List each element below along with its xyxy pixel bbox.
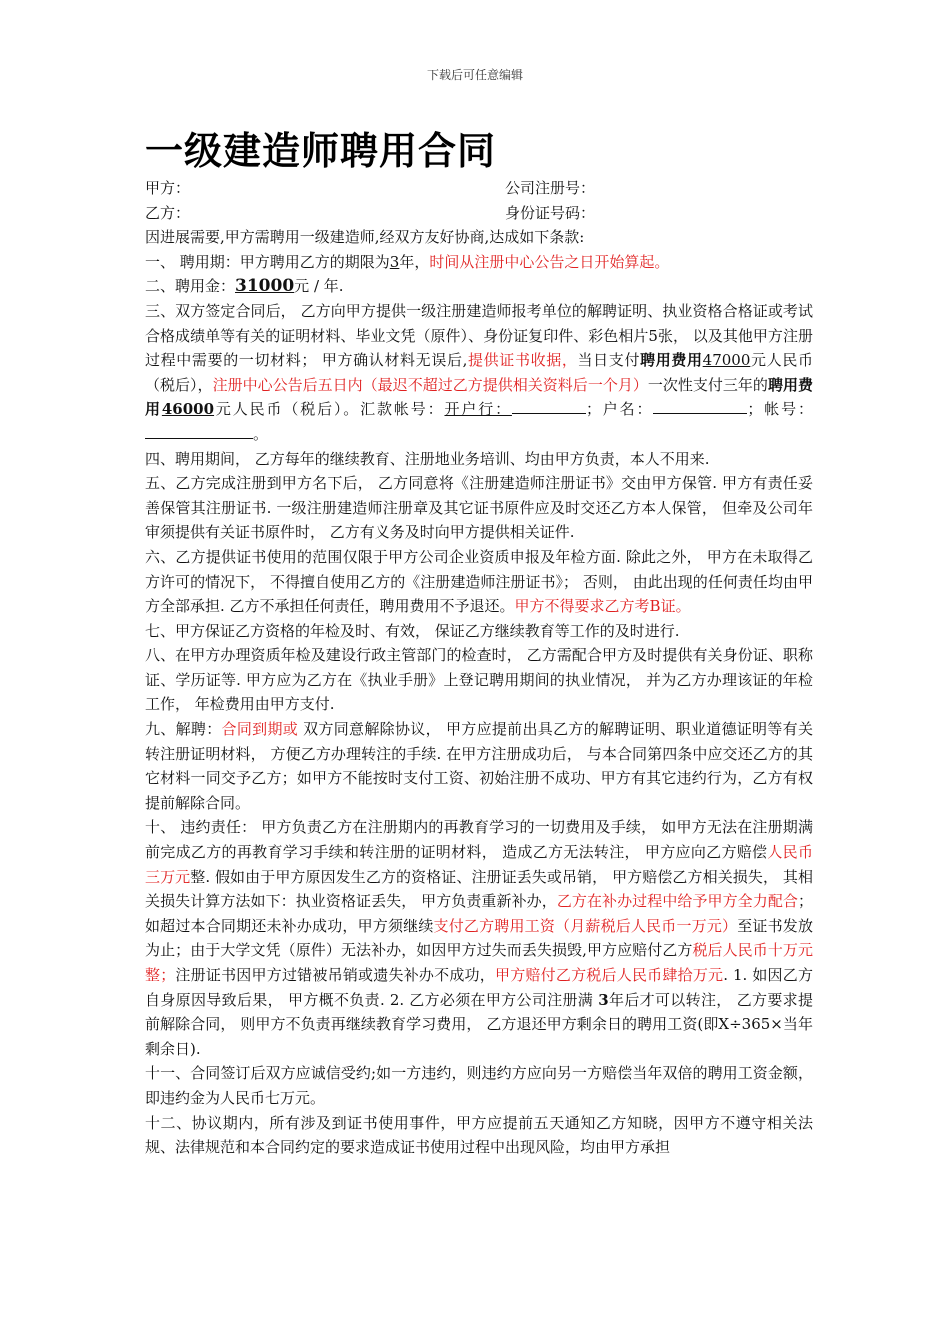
clause-11: 十一、合同签订后双方应诚信受约;如一方违约，则违约方应向另一方赔偿当年双倍的聘用工资金额，即违约金为人民币七万元。 [145,1064,813,1107]
id-number-label: 身份证号码： [505,203,596,222]
clause-9-red: 合同到期或 [221,720,299,739]
clause-7: 七、甲方保证乙方资格的年检及时、有效， 保证乙方继续教育等工作的及时进行. [145,621,680,640]
annual-fee-amount: 31000 [235,276,295,297]
transfer-years: 3 [598,990,609,1009]
account-name-label: ；户名： [585,400,654,419]
contract-body [145,176,813,1160]
account-no-blank [145,424,253,439]
clause-1 [145,250,813,275]
fee-amount-2: 46000 [161,400,215,419]
clause-3 [145,299,813,447]
contract-title: 一级建造师聘用合同 [145,129,497,173]
account-name-blank [653,399,747,414]
clause-3-end: 。 [253,424,269,443]
party-b-row [145,201,813,226]
clause-1-mid: 年， [399,252,430,271]
clause-9-text: 双方同意解除协议， 甲方应提前出具乙方的解聘证明、职业道德证明等有关转注册证明材料， 方便乙方办理转注的手续. 在甲方注册成功后， 与本合同第四条中应交还乙方的其它材料一同交予乙方；如甲方不能按时支付工资、初始注册不成功、甲方有其它违约行为，乙方有权提前解除合同。 [145,720,813,812]
fee-label-2: 聘用费用 [145,375,813,419]
account-no-label: ；帐号： [747,400,813,419]
clause-12: 十二、协议期内，所有涉及到证书使用事件，甲方应提前五天通知乙方知晓，因甲方不遵守相关法规、法律规范和本合同约定的要求造成证书使用过程中出现风险，均由甲方承担 [145,1113,813,1157]
clause-10-red-1: 人民币三万元 [145,843,813,886]
clause-2-suffix: 元 / 年. [294,277,344,296]
clause-2 [145,274,813,299]
clause-1-prefix: 一、 聘用期：甲方聘用乙方的期限为 [145,252,390,271]
clause-8: 八、在甲方办理资质年检及建设行政主管部门的检查时， 乙方需配合甲方及时提供有关身份证、职称证、学历证等. 甲方应为乙方在《执业手册》上登记聘用期间的执业情况， 并为乙方办理该证的年检工作， 年检费用由甲方支付. [145,646,813,714]
party-a-row [145,176,813,201]
clause-10-text-6: . 1. 如因乙方自身原因导致后果， 甲方概不负责. 2. 乙方必须在甲方公司注册满 [145,966,813,1009]
clause-4: 四、聘用期间， 乙方每年的继续教育、注册地业务培训、均由甲方负责，本人不用来. [145,449,710,468]
intro-paragraph: 因进展需要,甲方需聘用一级建造师,经双方友好协商,达成如下条款: [145,228,585,247]
clause-6-red: 甲方不得要求乙方考B证。 [514,597,691,616]
party-a-label: 甲方： [145,179,191,197]
clause-6-text: 六、乙方提供证书使用的范围仅限于甲方公司企业资质申报及年检方面. 除此之外， 甲方在未取得乙方许可的情况下， 不得擅自使用乙方的《注册建造师注册证书》； 否则， 由此出现的任何责任均由甲方全部承担. 乙方不承担任何责任，聘用费用不予退还。 [145,547,813,616]
clause-10-text-4: 至证书发放为止；由于大学文凭（原件）无法补办，如因甲方过失而丢失损毁,甲方应赔付乙方 [145,916,813,960]
clause-10-text-2: 整. 假如由于甲方原因发生乙方的资格证、注册证丢失或吊销， 甲方赔偿乙方相关损失， 其相关损失计算方法如下：执业资格证丢失， 甲方负责重新补办， [145,867,813,911]
clause-10 [145,815,813,1061]
clause-5: 五、乙方完成注册到甲方名下后， 乙方同意将《注册建造师注册证书》交由甲方保管. 甲方有责任妥善保管其注册证书. 一级注册建造师注册章及其它证书原件应及时交还乙方本人保管， 但牵及公司年审须提供有关证书原件时， 乙方有义务及时向甲方提供相关证件. [145,474,813,542]
clause-10-text-3: ；如超过本合同期还未补办成功，甲方须继续 [145,892,813,935]
download-edit-note: 下载后可任意编辑 [426,68,523,82]
clause-3-text-3: 元人民币（税后）， [145,351,813,394]
clause-10-red-5: 甲方赔付乙方税后人民币肆拾万元 [495,966,724,984]
term-years: 3 [389,252,400,271]
clause-2-prefix: 二、聘用金： [145,277,236,296]
clause-1-red-note: 时间从注册中心公告之日开始算起。 [429,252,670,271]
clause-3-red-2: 注册中心公告后五日内（最迟不超过乙方提供相关资料后一个月） [212,375,648,394]
fee-amount-1: 47000 [702,351,751,370]
clause-10-red-3: 支付乙方聘用工资（月薪税后人民币一万元） [433,916,738,935]
bank-label: 开户行： [444,400,512,419]
clause-10-red-2: 乙方在补办过程中给予甲方全力配合 [556,892,798,911]
clause-10-text-1: 十、 违约责任： 甲方负责乙方在注册期内的再教育学习的一切费用及手续， 如甲方无法在注册期满前完成乙方的再教育学习手续和转注册的证明材料， 造成乙方无法转注， 甲方应向乙方赔偿 [145,818,813,862]
clause-3-text-2: 当日支付 [577,351,641,370]
bank-blank [512,399,586,414]
clause-10-text-5: 注册证书因甲方过错被吊销或遗失补办不成功， [175,966,495,984]
clause-3-text-1: 三、双方签定合同后， 乙方向甲方提供一级注册建造师报考单位的解聘证明、执业资格合格证或考试合格成绩单等有关的证明材料、毕业文凭（原件）、身份证复印件、彩色相片5张， 以及其他甲方注册过程中需要的一切材料； 甲方确认材料无误后, [145,301,813,370]
party-b-label: 乙方： [145,203,191,222]
clause-3-text-5: 元人民币（税后）。汇款帐号： [214,400,445,419]
clause-10-text-7: 年后才可以转注， 乙方要求提前解除合同， 则甲方不负责再继续教育学习费用， 乙方退还甲方剩余日的聘用工资(即X÷365×当年剩余日). [145,990,813,1058]
clause-3-red-1: 提供证书收据， [467,351,578,370]
clause-6 [145,545,813,619]
fee-label-1: 聘用费用 [640,351,703,370]
clause-3-text-4: 一次性支付三年的 [647,375,768,394]
clause-9-prefix: 九、解聘： [145,720,222,739]
clause-10-red-4: 税后人民币十万元整； [145,941,813,984]
company-reg-label: 公司注册号： [505,179,596,197]
clause-9 [145,717,813,815]
